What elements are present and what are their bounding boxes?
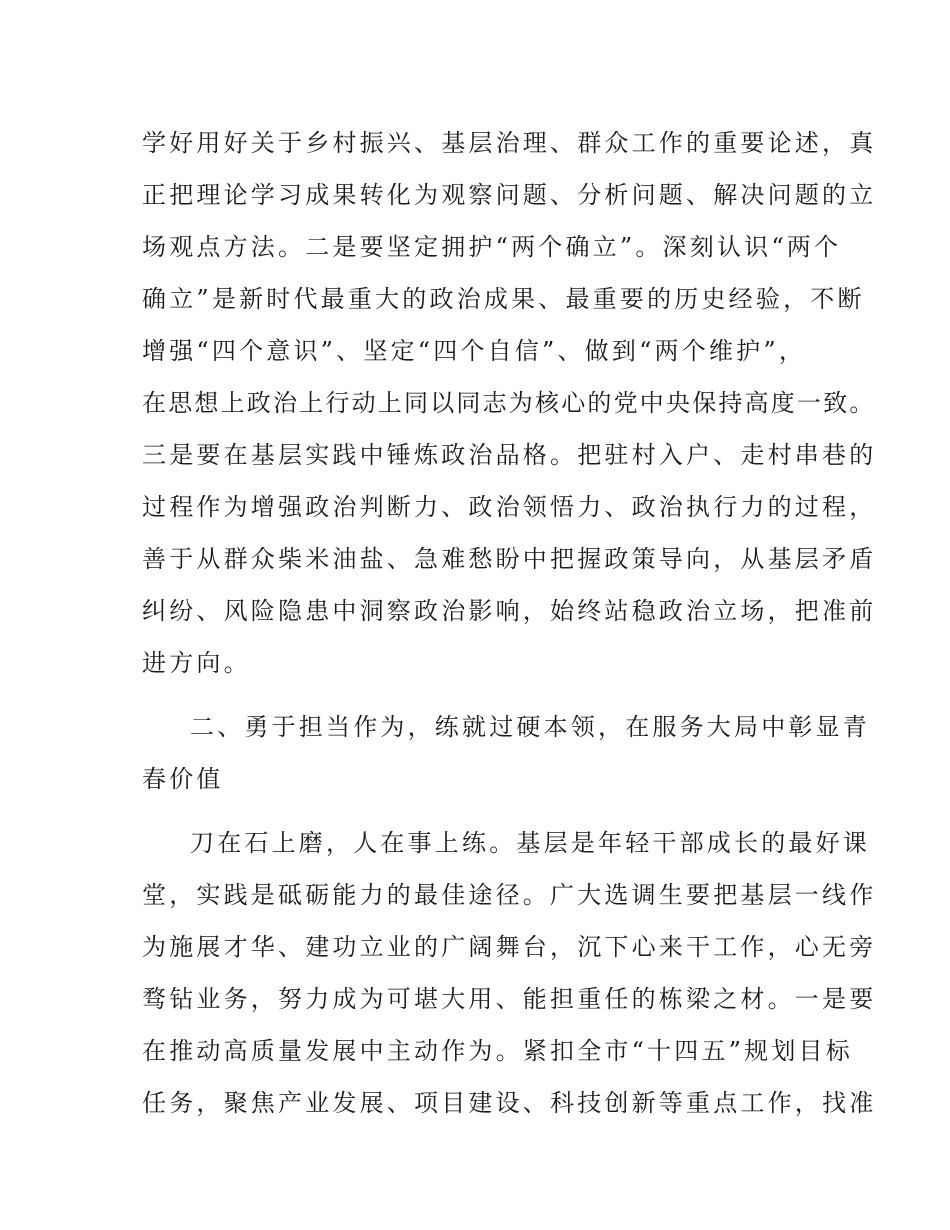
section-heading-2-line-2: 春价值 (142, 765, 224, 793)
paragraph-2-line-4: 骛钻业务，努力成为可堪大用、能担重任的栋梁之材。一是要 (142, 985, 877, 1013)
paragraph-2-line-3: 为施展才华、建功立业的广阔舞台，沉下心来干工作，心无旁 (142, 933, 877, 961)
paragraph-1-line-1: 学好用好关于乡村振兴、基层治理、群众工作的重要论述，真 (142, 129, 877, 157)
paragraph-1-line-6: 在思想上政治上行动上同以同志为核心的党中央保持高度一致。 (142, 389, 876, 417)
paragraph-1-line-9: 善于从群众柴米油盐、急难愁盼中把握政策导向，从基层矛盾 (142, 545, 877, 573)
section-heading-2-line-1: 二、勇于担当作为，练就过硬本领，在服务大局中彰显青 (190, 713, 870, 741)
paragraph-1-line-3: 场观点方法。二是要坚定拥护“两个确立”。深刻认识“两个 (142, 233, 842, 261)
paragraph-2-line-6: 任务，聚焦产业发展、项目建设、科技创新等重点工作，找准 (142, 1089, 877, 1117)
paragraph-1-line-11: 进方向。 (142, 649, 251, 677)
paragraph-1-line-7: 三是要在基层实践中锤炼政治品格。把驻村入户、走村串巷的 (142, 441, 877, 469)
paragraph-2-line-2: 堂，实践是砥砺能力的最佳途径。广大选调生要把基层一线作 (142, 881, 877, 909)
paragraph-2-line-5: 在推动高质量发展中主动作为。紧扣全市“十四五”规划目标 (142, 1037, 853, 1065)
paragraph-2-line-1: 刀在石上磨，人在事上练。基层是年轻干部成长的最好课 (190, 829, 870, 857)
paragraph-1-line-4: 确立”是新时代最重大的政治成果、最重要的历史经验，不断 (142, 285, 865, 313)
paragraph-1-line-10: 纠纷、风险隐患中洞察政治影响，始终站稳政治立场，把准前 (142, 597, 877, 625)
paragraph-1-line-8: 过程作为增强政治判断力、政治领悟力、政治执行力的过程， (142, 493, 877, 521)
paragraph-1-line-2: 正把理论学习成果转化为观察问题、分析问题、解决问题的立 (142, 181, 877, 209)
paragraph-1-line-5: 增强“四个意识”、坚定“四个自信”、做到“两个维护”， (142, 337, 807, 365)
